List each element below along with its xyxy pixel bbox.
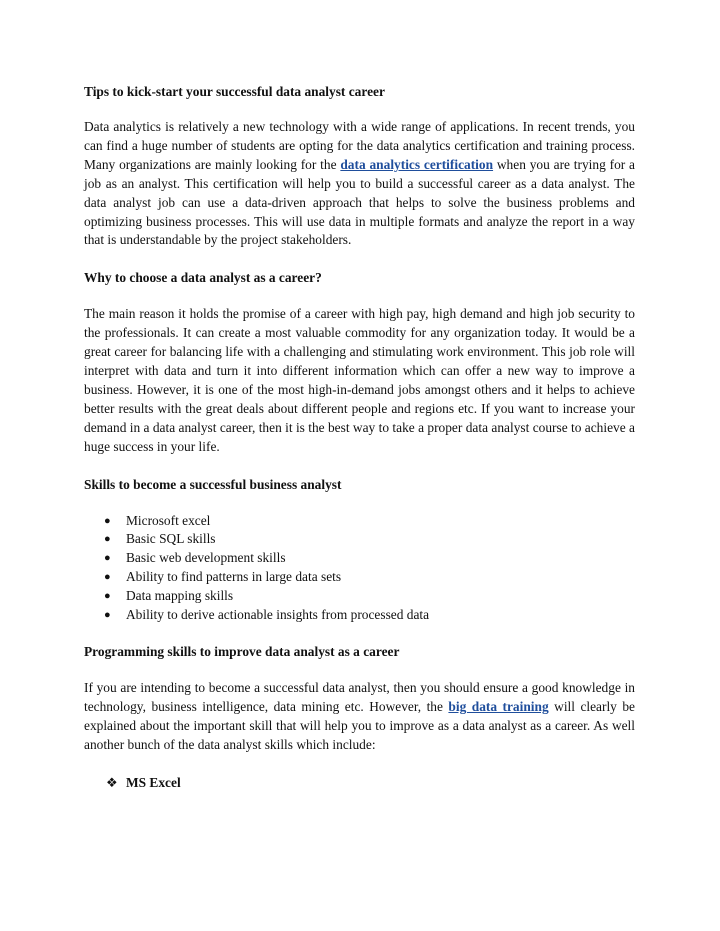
list-item: ● Ability to find patterns in large data sets — [102, 568, 635, 587]
link-big-data-training[interactable]: big data training — [448, 699, 549, 715]
paragraph-programming-text-1: If you are intending to become a successful data analyst, then you should ensure a good knowledge in technology, business intelligence, data mining etc. However, the — [84, 680, 635, 715]
bullet-icon: ● — [104, 552, 111, 565]
paragraph-intro-text-2: when you are trying for a job as an analyst. This certification will help you to build a successful career as a data analyst. The data analyst job can use a data-driven approach that helps to solve the business problems and optimizing business processes. This will use data in multiple formats and analyze the report in a way that is understandable by the project stakeholders. — [84, 156, 636, 248]
document-page — [84, 82, 635, 792]
diamond-bullet-icon: ❖ — [106, 775, 118, 790]
skills-list — [84, 512, 635, 625]
link-data-analytics-certification[interactable]: data analytics certification — [340, 156, 494, 172]
bullet-icon: ● — [104, 570, 111, 583]
paragraph-intro — [84, 118, 635, 250]
list-item: ● Microsoft excel — [102, 512, 635, 531]
sub-heading-ms-excel-label: MS Excel — [126, 775, 181, 790]
section-heading-skills: Skills to become a successful business analyst — [84, 476, 342, 492]
list-item: ● Basic SQL skills — [102, 530, 635, 549]
bullet-icon: ● — [104, 514, 111, 527]
paragraph-why: The main reason it holds the promise of a career with high pay, high demand and high job security to the professionals. It can create a most valuable commodity for any organization today. It would be a great career for balancing life with a challenging and stimulating work environment. This job role will interpret with data and turn it into different information which can offer a new way to improve a business. However, it is one of the most high-in-demand jobs amongst others and it helps to achieve better results with the great deals about different people and regions etc. If you want to increase your demand in a data analyst career, then it is the best way to take a proper data analyst course to achieve a huge success in your life. — [84, 306, 635, 454]
section-heading-programming: Programming skills to improve data analyst as a career — [84, 644, 400, 660]
bullet-icon: ● — [104, 589, 111, 602]
list-item: ● Basic web development skills — [102, 549, 635, 568]
section-heading-why: Why to choose a data analyst as a career? — [84, 270, 322, 286]
paragraph-programming — [84, 679, 635, 755]
list-item: ● Ability to derive actionable insights from processed data — [102, 606, 635, 625]
section-heading-tips: Tips to kick-start your successful data analyst career — [84, 84, 385, 99]
sub-heading-ms-excel — [84, 773, 635, 792]
paragraph-intro-text-1: Data analytics is relatively a new technology with a wide range of applications. In recent trends, you can find a huge number of students are opting for the data analytics certification and training process. Many organizations are mainly looking for the — [84, 119, 635, 172]
bullet-icon: ● — [104, 533, 111, 546]
paragraph-programming-text-2: will clearly be explained about the important skill that will help you to improve as a data analyst as a career. As well another bunch of the data analyst skills which include: — [84, 699, 635, 753]
bullet-icon: ● — [104, 608, 111, 621]
list-item: ● Data mapping skills — [102, 587, 635, 606]
